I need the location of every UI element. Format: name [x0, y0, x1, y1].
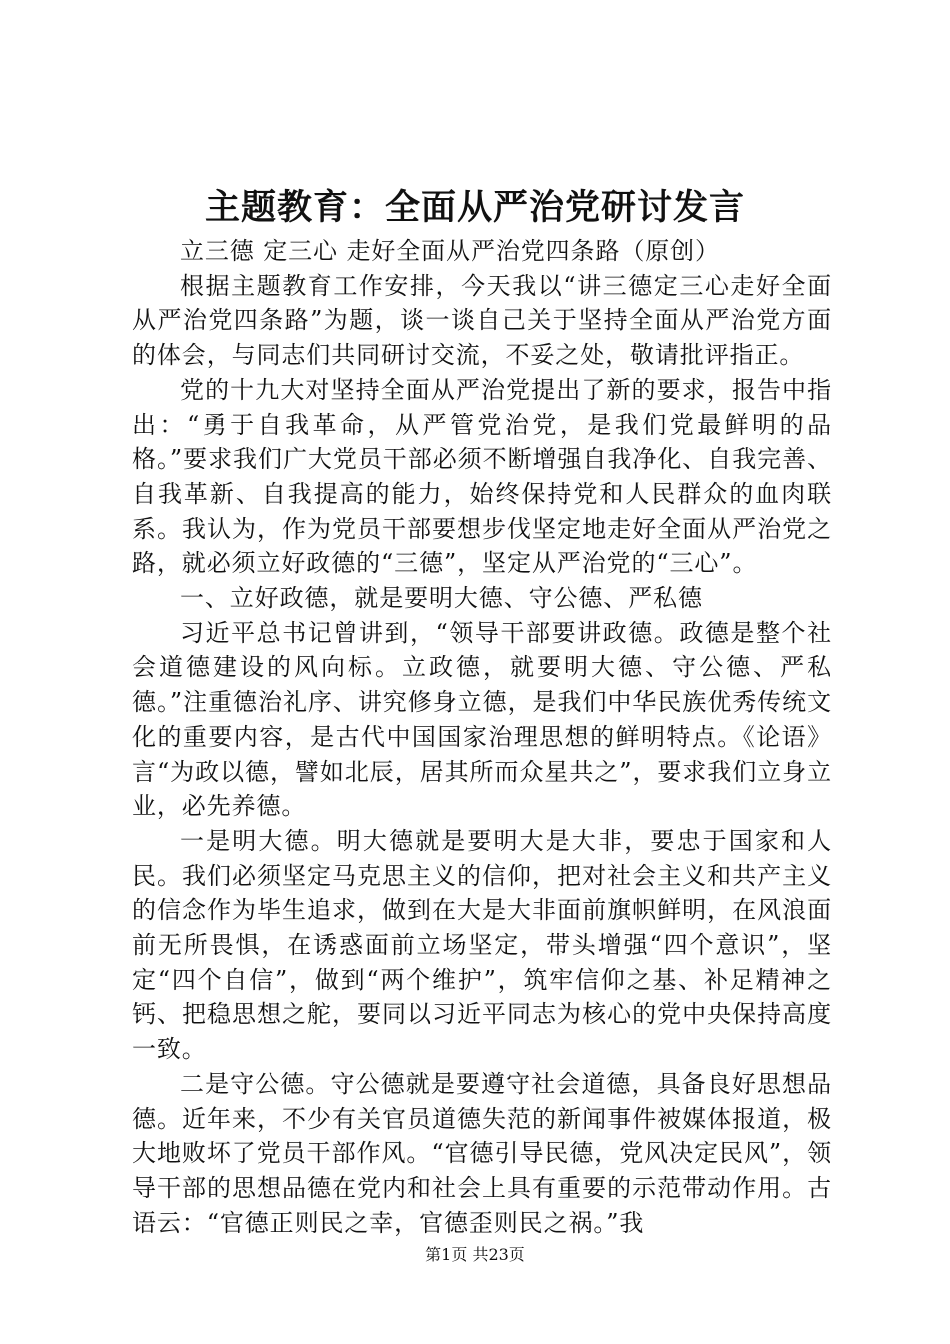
section-heading: 一、立好政德，就是要明大德、守公德、严私德: [180, 584, 703, 613]
body-paragraph: 一是明大德。明大德就是要明大是大非，要忠于国家和人民。我们必须坚定马克思主义的信仰，把对社会主义和共产主义的信念作为毕生追求，做到在大是大非面前旗帜鲜明，在风浪面前无所畏惧，在诱惑面前立场坚定，带头增强“四个意识”，坚定“四个自信”，做到“两个维护”，筑牢信仰之基、补足精神之钙、把稳思想之舵，要同以习近平同志为核心的党中央保持高度一致。: [132, 826, 832, 1064]
body-paragraph: 党的十九大对坚持全面从严治党提出了新的要求，报告中指出：“勇于自我革命，从严管党治党，是我们党最鲜明的品格。”要求我们广大党员干部必须不断增强自我净化、自我完善、自我革新、自我提高的能力，始终保持党和人民群众的血肉联系。我认为，作为党员干部要想步伐坚定地走好全面从严治党之路，就必须立好政德的“三德”，坚定从严治党的“三心”。: [132, 375, 832, 578]
body-paragraph: 习近平总书记曾讲到，“领导干部要讲政德。政德是整个社会道德建设的风向标。立政德，就要明大德、守公德、严私德。”注重德治礼序、讲究修身立德，是我们中华民族优秀传统文化的重要内容，是古代中国国家治理思想的鲜明特点。《论语》言“为政以德，譬如北辰，居其所而众星共之”，要求我们立身立业，必先养德。: [132, 618, 832, 821]
page-number-label: 第1页 共23页: [425, 1245, 525, 1264]
document-body: [132, 234, 832, 1240]
body-paragraph: 二是守公德。守公德就是要遵守社会道德，具备良好思想品德。近年来，不少有关官员道德失范的新闻事件被媒体报道，极大地败坏了党员干部作风。“官德引导民德，党风决定民风”，领导干部的思想品德在党内和社会上具有重要的示范带动作用。古语云：“官德正则民之幸，官德歪则民之祸。”我: [132, 1069, 832, 1237]
body-paragraph: 根据主题教育工作安排，今天我以“讲三德定三心走好全面从严治党四条路”为题，谈一谈自己关于坚持全面从严治党方面的体会，与同志们共同研讨交流，不妥之处，敬请批评指正。: [132, 271, 832, 370]
document-title: 主题教育：全面从严治党研讨发言: [204, 187, 745, 228]
subtitle-paragraph: 立三德 定三心 走好全面从严治党四条路（原创）: [180, 237, 720, 265]
page-footer: [0, 1244, 950, 1266]
